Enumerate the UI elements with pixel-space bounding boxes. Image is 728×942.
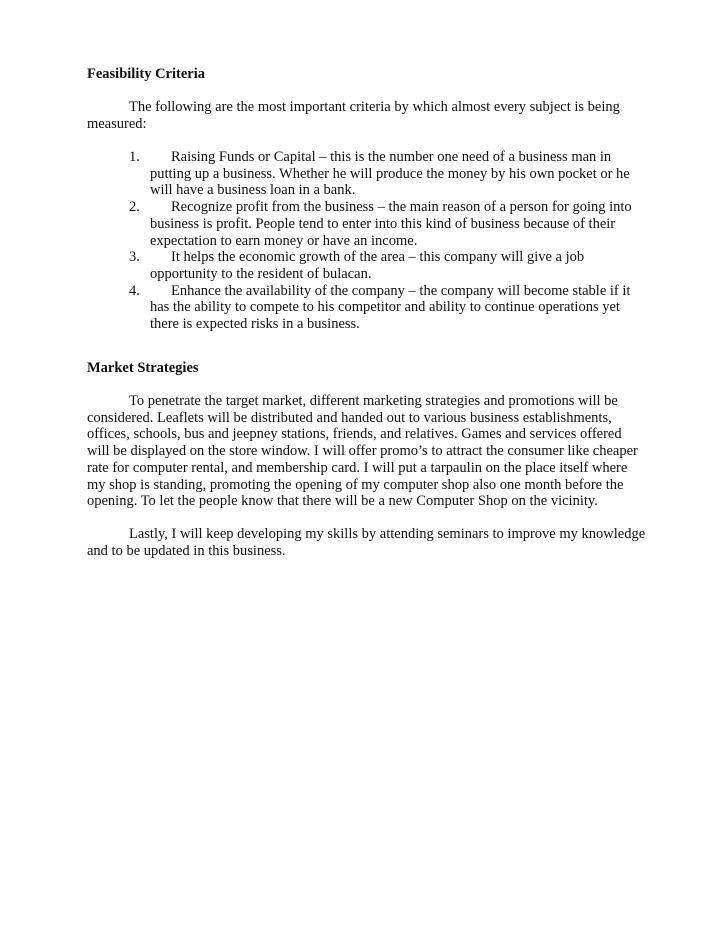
market-strategies-heading: Market Strategies: [87, 360, 199, 376]
list-item: [129, 249, 634, 282]
list-item-text: It helps the economic growth of the area – this company will give a job opportunity to the resident of bulacan.: [150, 249, 585, 282]
list-item: [129, 283, 634, 333]
feasibility-criteria-heading: Feasibility Criteria: [87, 66, 205, 82]
list-item-number: 1.: [129, 149, 140, 165]
list-item: [129, 149, 634, 199]
list-item: [129, 199, 634, 249]
list-item-number: 3.: [129, 249, 140, 266]
list-item-text: Raising Funds or Capital – this is the number one need of a business man in putting up a business. Whether he will produce the money by his own pocket or he will have a business loan in a bank.: [150, 149, 630, 199]
criteria-list: [129, 149, 634, 333]
feasibility-intro-paragraph: The following are the most important criteria by which almost every subject is being measured:: [87, 99, 620, 132]
list-item-number: 4.: [129, 282, 140, 299]
closing-paragraph: Lastly, I will keep developing my skills by attending seminars to improve my knowledge and to be updated in this business.: [87, 526, 646, 559]
list-item-text: Recognize profit from the business – the main reason of a person for going into business is profit. People tend to enter into this kind of business because of their expectation to earn money or have an income.: [150, 199, 632, 249]
list-item-text: Enhance the availability of the company – the company will become stable if it has the ability to compete to his competitor and ability to continue operations yet there is expected risks in a business.: [150, 282, 631, 333]
market-strategies-paragraph: To penetrate the target market, different marketing strategies and promotions will be considered. Leaflets will be distributed and handed out to various business establishments, offices, schools, bus and jeepney stations, friends, and relatives. Games and services offered will be displayed on the store window. I will offer promo’s to attract the consumer like cheaper rate for computer rental, and membership card. I will put a tarpaulin on the place itself where my shop is standing, promoting the opening of my computer shop also one month before the opening. To let the people know that there will be a new Computer Shop on the vicinity.: [87, 393, 638, 510]
list-item-number: 2.: [129, 199, 140, 216]
